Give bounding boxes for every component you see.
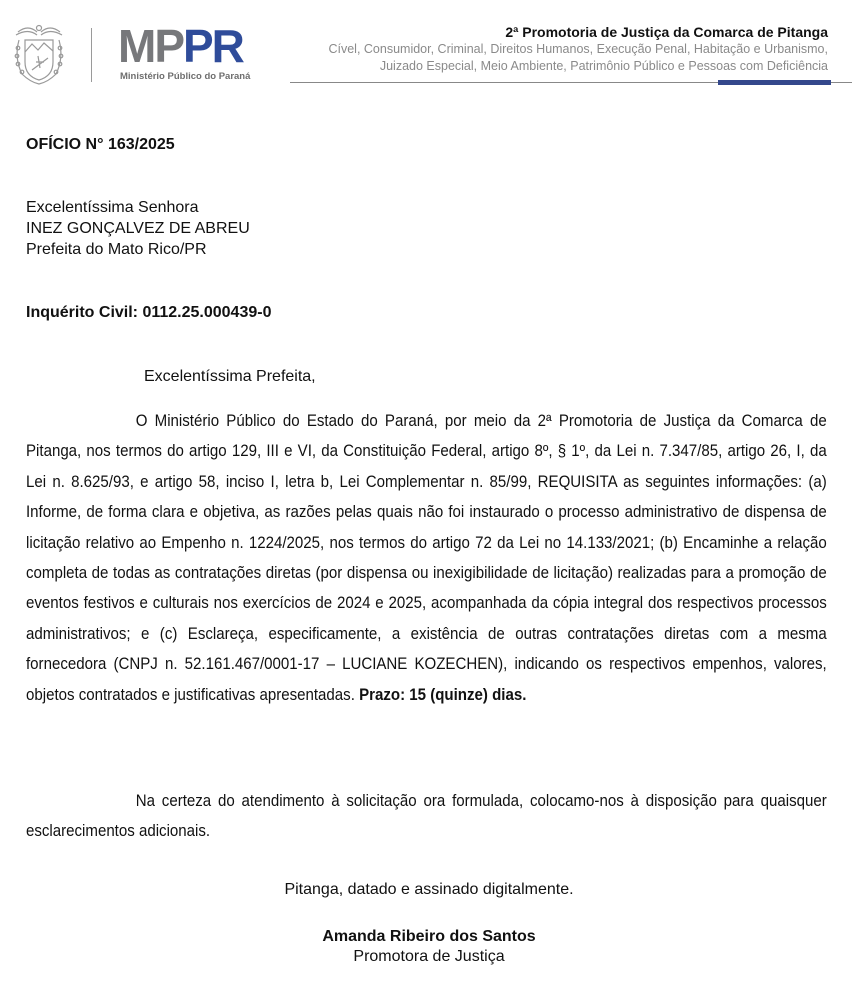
- body-paragraph-1: [26, 406, 827, 710]
- body-paragraph-2: Na certeza do atendimento à solicitação ora formulada, colocamo-nos à disposição para quaisquer esclarecimentos adicionais.: [26, 792, 827, 841]
- recipient-salutation: Excelentíssima Senhora: [26, 199, 199, 216]
- logo-wordmark: [118, 20, 243, 72]
- recipient-name: INEZ GONÇALVEZ DE ABREU: [26, 220, 250, 237]
- logo-pr: PR: [183, 20, 243, 72]
- office-areas-line-1: Cível, Consumidor, Criminal, Direitos Humanos, Execução Penal, Habitação e Urbanismo,: [328, 42, 828, 56]
- document-number: OFÍCIO N° 163/2025: [26, 136, 175, 153]
- logo-mp: MP: [118, 20, 183, 72]
- logo-subtitle: Ministério Público do Paraná: [120, 71, 251, 82]
- parana-coat-of-arms-icon: [10, 22, 68, 86]
- deadline: Prazo: 15 (quinze) dias.: [359, 685, 527, 704]
- mppr-logo: [118, 20, 268, 86]
- office-areas-line-2: Juizado Especial, Meio Ambiente, Patrimônio Público e Pessoas com Deficiência: [379, 59, 828, 73]
- letterhead: [0, 0, 858, 100]
- signatory-name: Amanda Ribeiro dos Santos: [322, 928, 536, 945]
- signatory-role: Promotora de Justiça: [353, 948, 505, 965]
- header-divider: [91, 28, 92, 82]
- closing-line: Pitanga, datado e assinado digitalmente.: [284, 881, 574, 898]
- recipient-title: Prefeita do Mato Rico/PR: [26, 241, 207, 258]
- header-accent-bar: [718, 80, 831, 85]
- office-title: 2ª Promotoria de Justiça da Comarca de Pitanga: [505, 24, 828, 40]
- reference-inquerito: Inquérito Civil: 0112.25.000439-0: [26, 304, 272, 321]
- greeting: Excelentíssima Prefeita,: [144, 368, 316, 385]
- body-paragraph-1-text: O Ministério Público do Estado do Paraná, por meio da 2ª Promotoria de Justiça da Comarca de Pitanga, nos termos do artigo 129, III e VI, da Constituição Federal, artigo 8º, § 1º, da Lei n. 7.347/85, artigo 26, I, da Lei n. 8.625/93, e artigo 58, inciso I, letra b, Lei Complementar n. 85/99, REQUISITA as seguintes informações: (a) Informe, de forma clara e objetiva, as razões pelas quais não foi instaurado o processo administrativo de dispensa de licitação relativo ao Empenho n. 1224/2025, nos termos do artigo 72 da Lei no 14.133/2021; (b) Encaminhe a relação completa de todas as contratações diretas (por dispensa ou inexigibilidade de licitação) realizadas para a promoção de eventos festivos e culturais nos exercícios de 2024 e 2025, acompanhada da cópia integral dos respectivos processos administrativos; e (c) Esclareça, especificamente, a existência de outras contratações diretas com a mesma fornecedora (CNPJ n. 52.161.467/0001-17 – LUCIANE KOZECHEN), indicando os respectivos empenhos, valores, objetos contratados e justificativas apresentadas.: [26, 412, 827, 704]
